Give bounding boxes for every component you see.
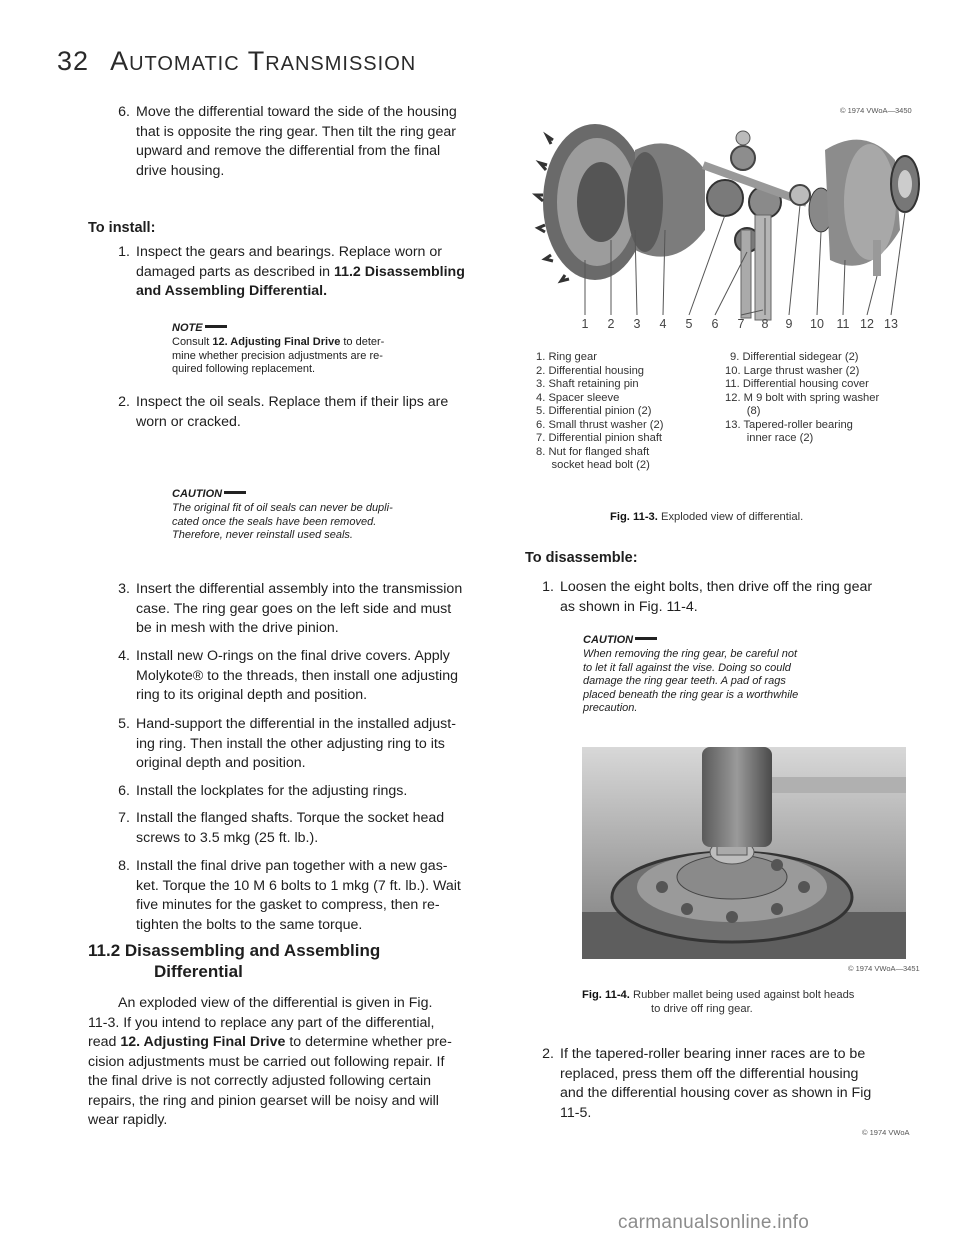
to-disassemble-heading: To disassemble: — [525, 550, 638, 566]
fig-11-4-caption: Fig. 11-4. Rubber mallet being used against bolt heads to drive off ring gear. — [582, 989, 855, 1015]
fig-11-3-legend-right: 9. Differential sidegear (2) 10. Large thrust washer (2) 11. Differential housing cover 12. M 9 bolt with spring washer (8) 13. Tapered-roller bearing inner race (2) — [725, 351, 880, 444]
housing-cover-drawing — [825, 140, 919, 266]
section-body-paragraph: An exploded view of the differential is given in Fig. 11-3. If you intend to replace any part of the differential, read 12. Adjusting Final Drive to determine whether pre- cision adjustments must be carried out following repair. If the final drive is not correctly adjusted following certain repairs, the ring and pinion gearset will be noisy and will wear rapidly. — [88, 995, 452, 1128]
install-step-7: 7. Install the flanged shafts. Torque the socket head screws to 3.5 mkg (25 ft. lb.). — [118, 810, 445, 846]
to-install-heading: To install: — [88, 220, 156, 236]
install-step-5: 5. Hand-support the differential in the installed adjust- ing ring. Then install the other adjusting ring to its original depth and position. — [118, 716, 456, 771]
fig-11-3-exploded-differential — [525, 110, 920, 340]
fig-11-3-callout-numbers: 1 2 3 4 5 6 7 8 9 10 11 12 13 — [581, 317, 898, 331]
caution-block-left: CAUTION The original fit of oil seals can never be dupli- cated once the seals have been removed. Therefore, never reinstall used seals. — [172, 488, 393, 541]
caution-block-right: CAUTION When removing the ring gear, be careful not to let it fall against the vise. Doing so could damage the ring gear teeth. A pad of rags placed beneath the ring gear is a worthwhile precaution. — [583, 634, 799, 714]
fig-11-3-credit: © 1974 VWoA—3450 — [840, 106, 912, 115]
fig-11-4-credit: © 1974 VWoA—3451 — [848, 964, 920, 973]
install-step-6: 6. Install the lockplates for the adjusting rings. — [118, 783, 408, 799]
page-number: 32 — [57, 46, 90, 76]
disassemble-step-1: 1. Loosen the eight bolts, then drive off the ring gear as shown in Fig. 11-4. — [542, 579, 873, 615]
section-heading-11-2: 11.2 Disassembling and Assembling Differential — [88, 941, 381, 981]
install-step-1: 1. Inspect the gears and bearings. Replace worn or damaged parts as described in 11.2 Disassembling and Assembling Differential. — [118, 244, 465, 299]
bottom-credit: © 1974 VWoA — [862, 1128, 910, 1137]
install-step-8: 8. Install the final drive pan together with a new gas- ket. Torque the 10 M 6 bolts to 1 mkg (7 ft. lb.). Wait five minutes for the gasket to compress, then re- tighten the bolts to the same torque. — [118, 858, 461, 933]
install-step-2: 2. Inspect the oil seals. Replace them if their lips are worn or cracked. — [118, 394, 449, 430]
disassemble-step-2: 2. If the tapered-roller bearing inner races are to be replaced, press them off the differential housing and the differential housing cover as shown in Fig 11-5. — [542, 1046, 872, 1121]
fig-11-3-legend-left: 1. Ring gear 2. Differential housing 3. Shaft retaining pin 4. Spacer sleeve 5. Differential pinion (2) 6. Small thrust washer (2) 7. Differential pinion shaft 8. Nut for flanged shaft socket head bolt (2) — [536, 351, 664, 471]
fig-11-3-caption: Fig. 11-3. Exploded view of differential. — [610, 511, 804, 523]
install-step-3: 3. Insert the differential assembly into the transmission case. The ring gear goes on the left side and must be in mesh with the drive pinion. — [118, 581, 463, 636]
install-step-4: 4. Install new O-rings on the final drive covers. Apply Molykote® to the threads, then install one adjusting ring to its original depth and position. — [118, 648, 458, 703]
note-block: NOTE Consult 12. Adjusting Final Drive to deter- mine whether precision adjustments are re- quired following replacement. — [172, 322, 385, 375]
fig-11-4-photo-mallet — [582, 747, 906, 959]
watermark: carmanualsonline.info — [618, 1212, 810, 1233]
page-header: 32 AUTOMATIC TRANSMISSION — [57, 46, 417, 76]
